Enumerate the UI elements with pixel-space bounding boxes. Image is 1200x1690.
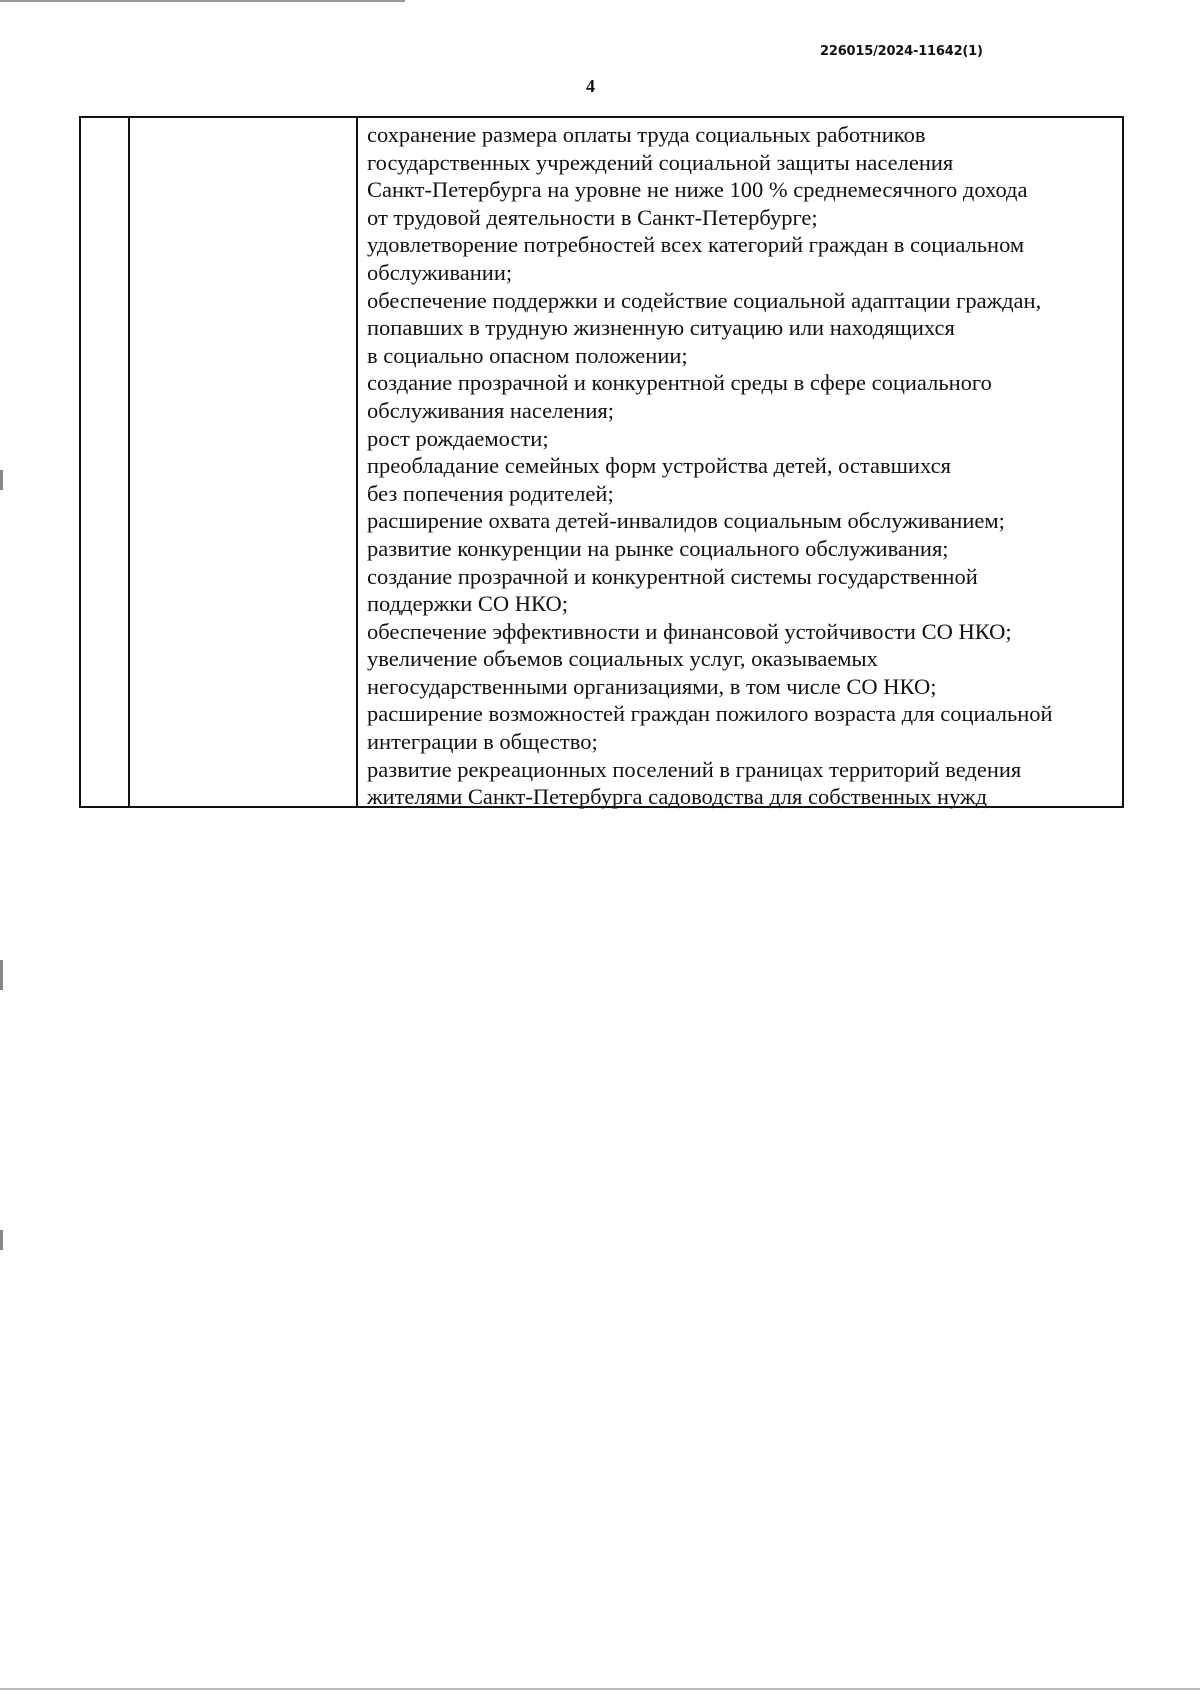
document-registration-number: 226015/2024-11642(1) (820, 44, 983, 59)
content-line: развитие конкуренции на рынке социального обслуживания; (367, 535, 949, 561)
scan-margin-mark (0, 960, 3, 990)
content-line: удовлетворение потребностей всех категорий граждан в социальном (367, 232, 1025, 258)
content-line: обслуживании; (367, 259, 513, 285)
content-line: преобладание семейных форм устройства детей, оставшихся (367, 453, 951, 479)
content-line: поддержки СО НКО; (367, 591, 568, 617)
table-cell-name (130, 118, 358, 806)
content-line: от трудовой деятельности в Санкт-Петербурге; (367, 204, 818, 230)
scan-margin-mark (0, 1230, 3, 1250)
content-line: обслуживания населения; (367, 397, 614, 423)
content-line: интеграции в общество; (367, 729, 598, 755)
content-line: рост рождаемости; (367, 425, 549, 451)
content-line: развитие рекреационных поселений в границах территорий ведения (367, 756, 1022, 782)
content-line: увеличение объемов социальных услуг, оказываемых (367, 646, 878, 672)
content-line: расширение охвата детей-инвалидов социальным обслуживанием; (367, 508, 1005, 534)
content-line: в социально опасном положении; (367, 342, 688, 368)
content-line: обеспечение поддержки и содействие социальной адаптации граждан, (367, 287, 1042, 313)
content-line: расширение возможностей граждан пожилого возраста для социальной (367, 701, 1053, 727)
passport-table (79, 116, 1124, 808)
table-cell-content (358, 118, 1122, 810)
content-line: создание прозрачной и конкурентной среды в сфере социального (367, 370, 992, 396)
content-line: обеспечение эффективности и финансовой устойчивости СО НКО; (367, 618, 1012, 644)
scan-margin-mark (0, 470, 3, 490)
page-number: 4 (586, 76, 595, 96)
table-cell-number (81, 118, 130, 806)
content-line: сохранение размера оплаты труда социальных работников (367, 122, 926, 147)
content-line: создание прозрачной и конкурентной системы государственной (367, 563, 978, 589)
content-line: без попечения родителей; (367, 480, 614, 506)
scan-edge-top (0, 0, 405, 2)
content-line: жителями Санкт-Петербурга садоводства для собственных нужд (367, 784, 988, 810)
content-line: негосударственными организациями, в том числе СО НКО; (367, 673, 937, 699)
content-line: государственных учреждений социальной защиты населения (367, 149, 954, 175)
content-line: Санкт-Петербурга на уровне не ниже 100 % среднемесячного дохода (367, 177, 1028, 203)
content-line: попавших в трудную жизненную ситуацию или находящихся (367, 315, 955, 341)
